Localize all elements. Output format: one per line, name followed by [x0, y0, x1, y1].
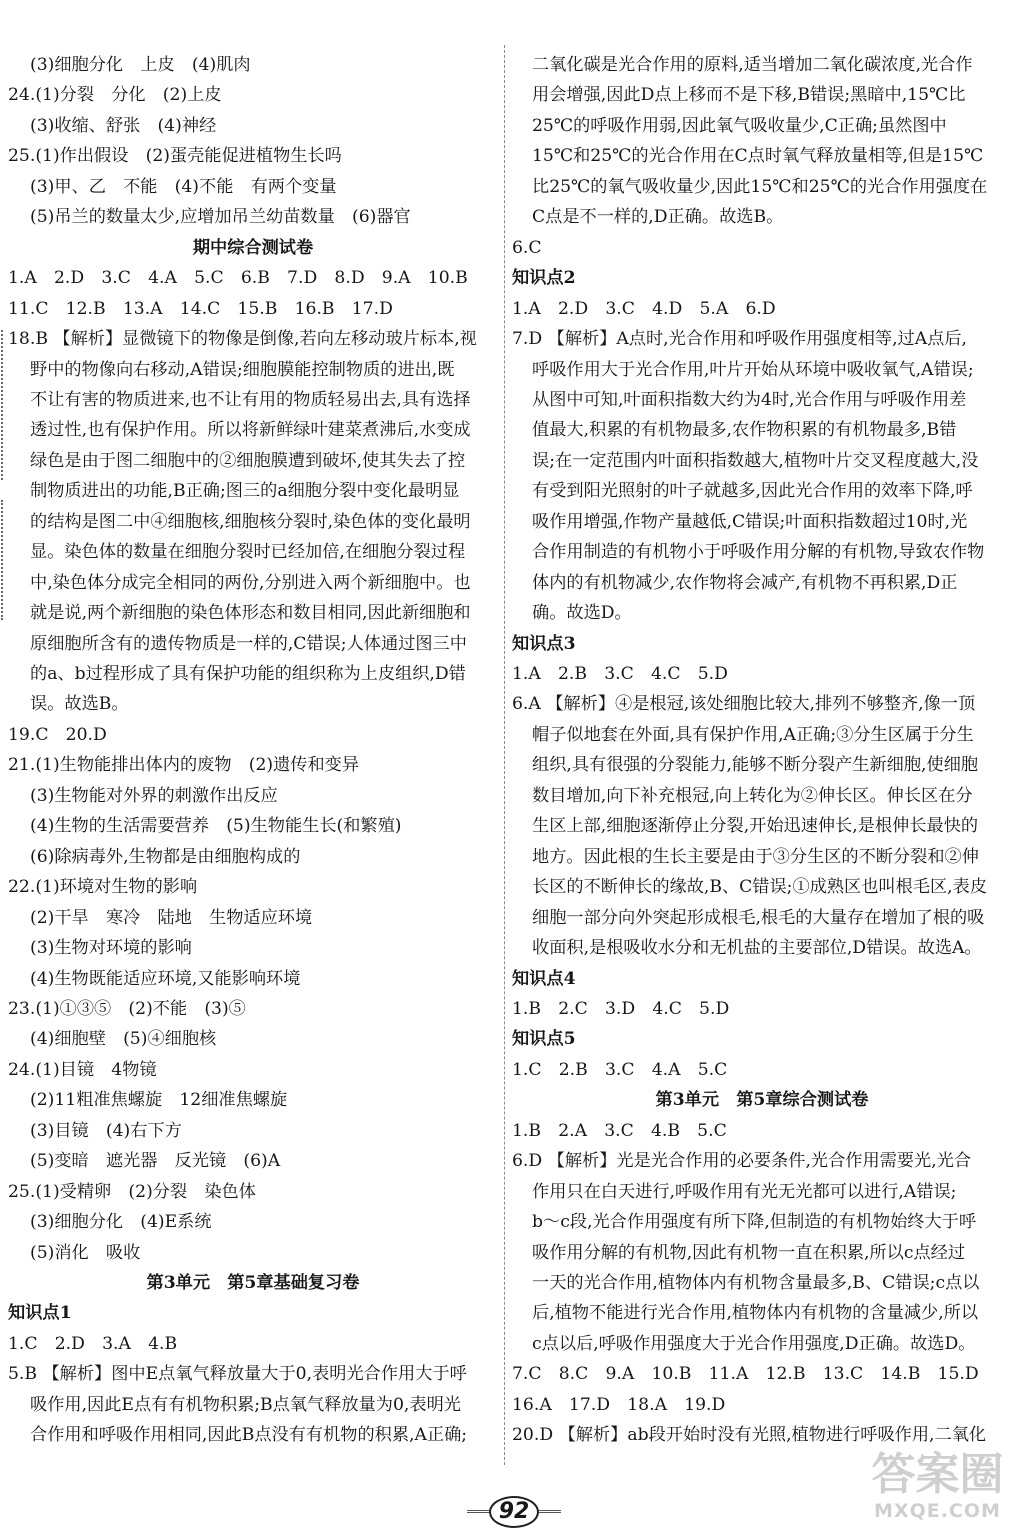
text-line: 22.(1)环境对生物的影响 [8, 877, 198, 898]
text-line: 作用只在白天进行,呼吸作用有光无光都可以进行,A错误; [532, 1181, 957, 1202]
page-number [467, 1494, 561, 1530]
text-line: 一天的光合作用,植物体内有机物含量最多,B、C错误;c点以 [532, 1273, 980, 1293]
text-line: 数目增加,向下补充根冠,向上转化为②伸长区。伸长区在分 [532, 785, 973, 806]
watermark-text: MXQE.COM [874, 1500, 1001, 1522]
text-line: 体内的有机物减少,农作物将会减产,有机物不再积累,D正 [532, 572, 958, 593]
text-line: 呼吸作用大于光合作用,叶片开始从环境中吸收氧气,A错误; [532, 359, 974, 380]
text-line: 野中的物像向右移动,A错误;细胞膜能控制物质的进出,既 [30, 359, 455, 380]
text-line: (5)变暗 遮光器 反光镜 (6)A [30, 1151, 281, 1172]
knowledge-point-heading: 知识点3 [512, 633, 576, 654]
text-line: 细胞一部分向外突起形成根毛,根毛的大量存在增加了根的吸 [532, 907, 985, 928]
text-line: 的a、b过程形成了具有保护功能的组织称为上皮组织,D错 [30, 664, 466, 684]
text-line: 原细胞所含有的遗传物质是一样的,C错误;人体通过图三中 [30, 633, 467, 654]
page-number-ornament [467, 1510, 489, 1513]
text-line: 1.C 2.D 3.A 4.B [8, 1333, 178, 1354]
text-line: 制物质进出的功能,B正确;图三的a细胞分裂中变化最明显 [30, 481, 460, 502]
binding-edge-mark [1, 330, 7, 480]
page-number-ornament [539, 1510, 561, 1513]
text-line: 比25℃的氧气吸收量少,因此15℃和25℃的光合作用强度在 [532, 176, 988, 197]
knowledge-point-heading: 知识点2 [512, 268, 576, 289]
text-line: (4)生物既能适应环境,又能影响环境 [30, 968, 301, 989]
text-line: 吸作用,因此E点有有机物积累;B点氧气释放量为0,表明光 [30, 1394, 461, 1415]
watermark-logo [855, 1450, 1020, 1530]
text-line: 19.C 20.D [8, 724, 107, 745]
text-line: 18.B 【解析】显微镜下的物像是倒像,若向左移动玻片标本,视 [8, 329, 477, 350]
text-line: 值最大,积累的有机物最多,农作物积累的有机物最多,B错 [532, 420, 957, 441]
text-line: (4)细胞壁 (5)④细胞核 [30, 1029, 217, 1050]
text-line: C点是不一样的,D正确。故选B。 [532, 207, 784, 228]
text-line: 11.C 12.B 13.A 14.C 15.B 16.B 17.D [8, 298, 393, 319]
text-line: 长区的不断伸长的缘故,B、C错误;①成熟区也叫根毛区,表皮 [532, 877, 988, 898]
text-line: (3)甲、乙 不能 (4)不能 有两个变量 [30, 176, 337, 197]
text-line: 7.D 【解析】A点时,光合作用和呼吸作用强度相等,过A点后, [512, 329, 967, 350]
text-line: 误。故选B。 [30, 694, 129, 715]
text-line: (3)细胞分化 (4)E系统 [30, 1212, 212, 1233]
text-line: 15℃和25℃的光合作用在C点时氧气释放量相等,但是15℃ [532, 146, 984, 167]
text-line: (2)11粗准焦螺旋 12细准焦螺旋 [30, 1090, 288, 1111]
text-line: 后,植物不能进行光合作用,植物体内有机物的含量减少,所以 [532, 1303, 979, 1324]
text-line: (3)收缩、舒张 (4)神经 [30, 115, 217, 136]
text-line: 6.D 【解析】光是光合作用的必要条件,光合作用需要光,光合 [512, 1151, 972, 1172]
text-line: 二氧化碳是光合作用的原料,适当增加二氧化碳浓度,光合作 [532, 55, 973, 75]
text-line: (3)细胞分化 上皮 (4)肌肉 [30, 55, 251, 75]
text-line: 24.(1)目镜 4物镜 [8, 1059, 157, 1080]
column-divider [504, 45, 505, 1465]
text-line: 21.(1)生物能排出体内的废物 (2)遗传和变异 [8, 755, 360, 776]
text-line: 不让有害的物质进来,也不让有用的物质轻易出去,具有选择 [30, 389, 471, 410]
text-line: 的结构是图二中④细胞核,细胞核分裂时,染色体的变化最明 [30, 511, 471, 532]
text-line: 显。染色体的数量在细胞分裂时已经加倍,在细胞分裂过程 [30, 542, 466, 563]
text-line: (3)生物对环境的影响 [30, 938, 192, 959]
text-line: 吸作用增强,作物产量越低,C错误;叶面积指数超过10时,光 [532, 511, 968, 532]
text-line: 合作用制造的有机物小于呼吸作用分解的有机物,导致农作物 [532, 542, 985, 563]
text-line: 确。故选D。 [532, 603, 632, 624]
text-line: 25.(1)作出假设 (2)蛋壳能促进植物生长吗 [8, 146, 342, 167]
text-line: (5)吊兰的数量太少,应增加吊兰幼苗数量 (6)器官 [30, 207, 411, 228]
text-line: (5)消化 吸收 [30, 1242, 141, 1263]
text-line: 16.A 17.D 18.A 19.D [512, 1394, 726, 1415]
text-line: b～c段,光合作用强度有所下降,但制造的有机物始终大于呼 [532, 1212, 977, 1233]
text-line: 中,染色体分成完全相同的两份,分别进入两个新细胞中。也 [30, 572, 471, 593]
text-line: 7.C 8.C 9.A 10.B 11.A 12.B 13.C 14.B 15.D [512, 1364, 979, 1385]
text-line: 1.A 2.D 3.C 4.D 5.A 6.D [512, 298, 776, 319]
text-line: (3)生物能对外界的刺激作出反应 [30, 785, 278, 806]
text-line: 1.B 2.A 3.C 4.B 5.C [512, 1120, 727, 1141]
text-line: 绿色是由于图二细胞中的②细胞膜遭到破坏,使其失去了控 [30, 450, 466, 471]
binding-edge-mark [1, 500, 7, 620]
section-heading: 第3单元 第5章综合测试卷 [655, 1090, 869, 1111]
text-line: 收面积,是根吸收水分和无机盐的主要部位,D错误。故选A。 [532, 938, 982, 959]
text-line: 25℃的呼吸作用弱,因此氧气吸收量少,C正确;虽然图中 [532, 115, 947, 136]
text-line: 生区上部,细胞逐渐停止分裂,开始迅速伸长,是根伸长最快的 [532, 816, 979, 837]
text-line: 有受到阳光照射的叶子就越多,因此光合作用的效率下降,呼 [532, 481, 973, 502]
text-line: 吸作用分解的有机物,因此有机物一直在积累,所以c点经过 [532, 1242, 966, 1263]
section-heading: 期中综合测试卷 [192, 237, 314, 258]
text-line: (2)干旱 寒冷 陆地 生物适应环境 [30, 907, 313, 928]
text-line: 地方。因此根的生长主要是由于③分生区的不断分裂和②伸 [532, 846, 979, 867]
text-line: 24.(1)分裂 分化 (2)上皮 [8, 85, 222, 106]
text-line: 用会增强,因此D点上移而不是下移,B错误;黑暗中,15℃比 [532, 85, 966, 106]
text-line: 1.B 2.C 3.D 4.C 5.D [512, 998, 730, 1019]
text-line: (4)生物的生活需要营养 (5)生物能生长(和繁殖) [30, 816, 402, 837]
knowledge-point-heading: 知识点4 [512, 968, 576, 989]
watermark-icon: 答案圈 [871, 1449, 1004, 1500]
text-line: 1.C 2.B 3.C 4.A 5.C [512, 1059, 728, 1080]
text-line: 6.A 【解析】④是根冠,该处细胞比较大,排列不够整齐,像一顶 [512, 694, 976, 715]
knowledge-point-heading: 知识点5 [512, 1029, 576, 1050]
text-line: 20.D 【解析】ab段开始时没有光照,植物进行呼吸作用,二氧化 [512, 1425, 987, 1446]
text-line: 1.A 2.B 3.C 4.C 5.D [512, 664, 728, 684]
text-line: (3)目镜 (4)右下方 [30, 1120, 182, 1141]
section-heading: 第3单元 第5章基础复习卷 [146, 1273, 360, 1293]
text-line: 组织,具有很强的分裂能力,能够不断分裂产生新细胞,使细胞 [532, 755, 979, 776]
text-line: 合作用和呼吸作用相同,因此B点没有有机物的积累,A正确; [30, 1425, 468, 1446]
text-line: 帽子似地套在外面,具有保护作用,A正确;③分生区属于分生 [532, 724, 974, 745]
text-line: 透过性,也有保护作用。所以将新鲜绿叶建菜煮沸后,水变成 [30, 420, 471, 441]
text-line: 23.(1)①③⑤ (2)不能 (3)⑤ [8, 998, 246, 1019]
text-line: 误;在一定范围内叶面积指数越大,植物叶片交叉程度越大,没 [532, 450, 979, 471]
text-line: 1.A 2.D 3.C 4.A 5.C 6.B 7.D 8.D 9.A 10.B [8, 268, 468, 289]
page-number-text: 92 [498, 1499, 530, 1524]
text-line: 就是说,两个新细胞的染色体形态和数目相同,因此新细胞和 [30, 603, 471, 624]
knowledge-point-heading: 知识点1 [8, 1303, 72, 1324]
text-line: 5.B 【解析】图中E点氧气释放量大于0,表明光合作用大于呼 [8, 1364, 467, 1385]
text-line: (6)除病毒外,生物都是由细胞构成的 [30, 846, 301, 867]
text-line: c点以后,呼吸作用强度大于光合作用强度,D正确。故选D。 [532, 1333, 976, 1354]
text-line: 从图中可知,叶面积指数大约为4时,光合作用与呼吸作用差 [532, 389, 967, 410]
text-line: 25.(1)受精卵 (2)分裂 染色体 [8, 1181, 256, 1202]
text-line: 6.C [512, 237, 542, 258]
